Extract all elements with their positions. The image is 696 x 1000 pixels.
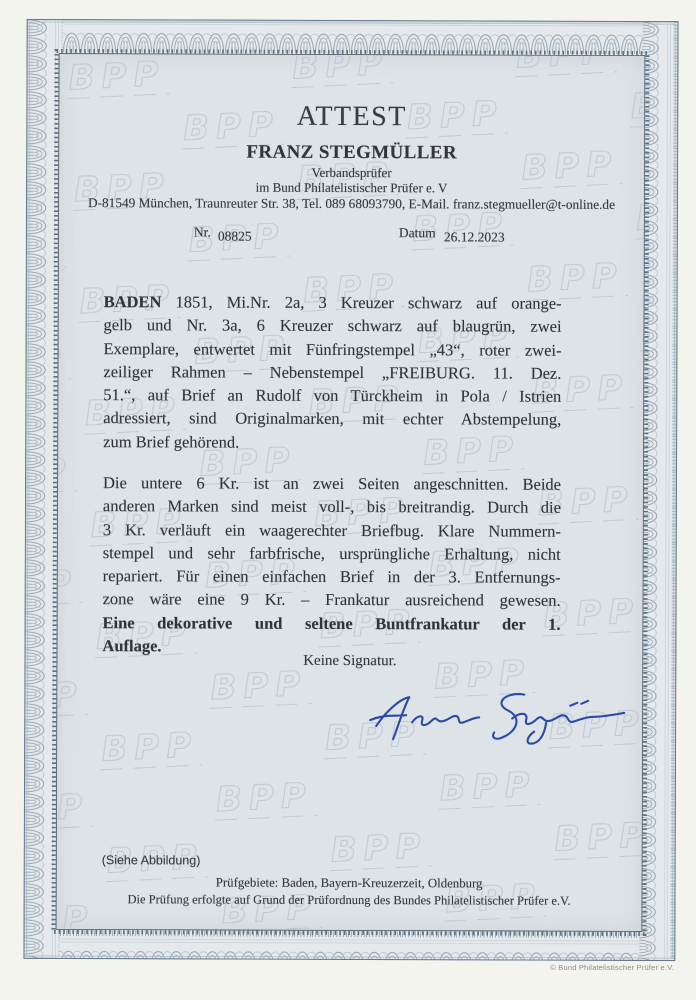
paragraph-line: zone wäre eine 9 Kr. – Frankatur ausreichend gewesen. [102, 589, 561, 611]
certificate-date: 26.12.2023 [443, 229, 505, 245]
number-label: Nr. [193, 224, 211, 240]
examiner-name: FRANZ STEGMÜLLER [246, 141, 458, 164]
examiner-role: Verbandsprüfer [311, 164, 392, 181]
paragraph-line: Exemplare, entwertet mit Fünfringstempel „43“, roter zwei- [103, 338, 562, 360]
examination-legal-note: Die Prüfung erfolgte auf Grund der Prüfordnung des Bundes Philatelistischer Prüfer e.V. [127, 892, 571, 908]
paragraph-line: adressiert, sind Originalmarken, mit echter Abstempelung, [103, 408, 562, 430]
paragraph-line [104, 290, 562, 315]
certificate-paper [56, 54, 644, 931]
examiner-association: im Bund Philatelistischer Prüfer e. V [255, 179, 448, 196]
date-label: Datum [398, 225, 436, 241]
see-figure-note: (Siehe Abbildung) [101, 853, 201, 868]
description-paragraph [103, 290, 562, 455]
certificate-number: 08825 [217, 228, 252, 244]
paragraph-line: Die untere 6 Kr. ist an zwei Seiten angeschnitten. Beide [102, 473, 562, 494]
certificate-content [56, 54, 644, 931]
paragraph-line: gelb und Nr. 3a, 6 Kreuzer schwarz auf blaugrün, zwei [103, 315, 562, 337]
paragraph-line: zeiliger Rahmen – Nebenstempel „FREIBURG. 11. Dez. [103, 362, 562, 383]
examiner-contact: D-81549 München, Traunreuter Str. 38, Tel. 089 68093790, E-Mail. franz.stegmueller@t-online.de [87, 195, 616, 212]
examination-areas: Prüfgebiete: Baden, Bayern-Kreuzerzeit, Oldenburg [215, 875, 483, 891]
paragraph-line: zum Brief gehörend. [103, 431, 240, 452]
item-country-bold: BADEN [103, 292, 162, 312]
paragraph-line: stempel und sehr farbfrische, ursprüngliche Erhaltung, nicht [102, 543, 561, 564]
paragraph-line: anderen Marken sind meist voll-, bis breitrandig. Durch die [102, 496, 561, 518]
certificate [23, 19, 678, 961]
conclusion-line-bold: Auflage. [102, 636, 162, 656]
copyright-note: © Bund Philatelistischer Prüfer e.V. [550, 963, 674, 972]
document-title: ATTEST [296, 100, 407, 133]
no-signature-note: Keine Signatur. [303, 652, 397, 670]
paragraph-line-text: 1851, Mi.Nr. 2a, 3 Kreuzer schwarz auf orange- [161, 292, 562, 313]
conclusion-line-bold: Eine dekorative und seltene Buntfrankatur der 1. [102, 612, 561, 634]
paragraph-line: repariert. Für einen einfachen Brief in der 3. Entfernungs- [102, 566, 561, 587]
paragraph-line: 3 Kr. verläuft ein waagerechter Briefbug. Klare Nummern- [102, 519, 561, 541]
condition-paragraph [102, 471, 561, 659]
handwritten-signature [362, 685, 627, 748]
paragraph-line: 51.“, auf Brief an Rudolf von Türckheim in Pola / Istrien [103, 385, 562, 406]
certificate-meta-row [59, 224, 644, 252]
